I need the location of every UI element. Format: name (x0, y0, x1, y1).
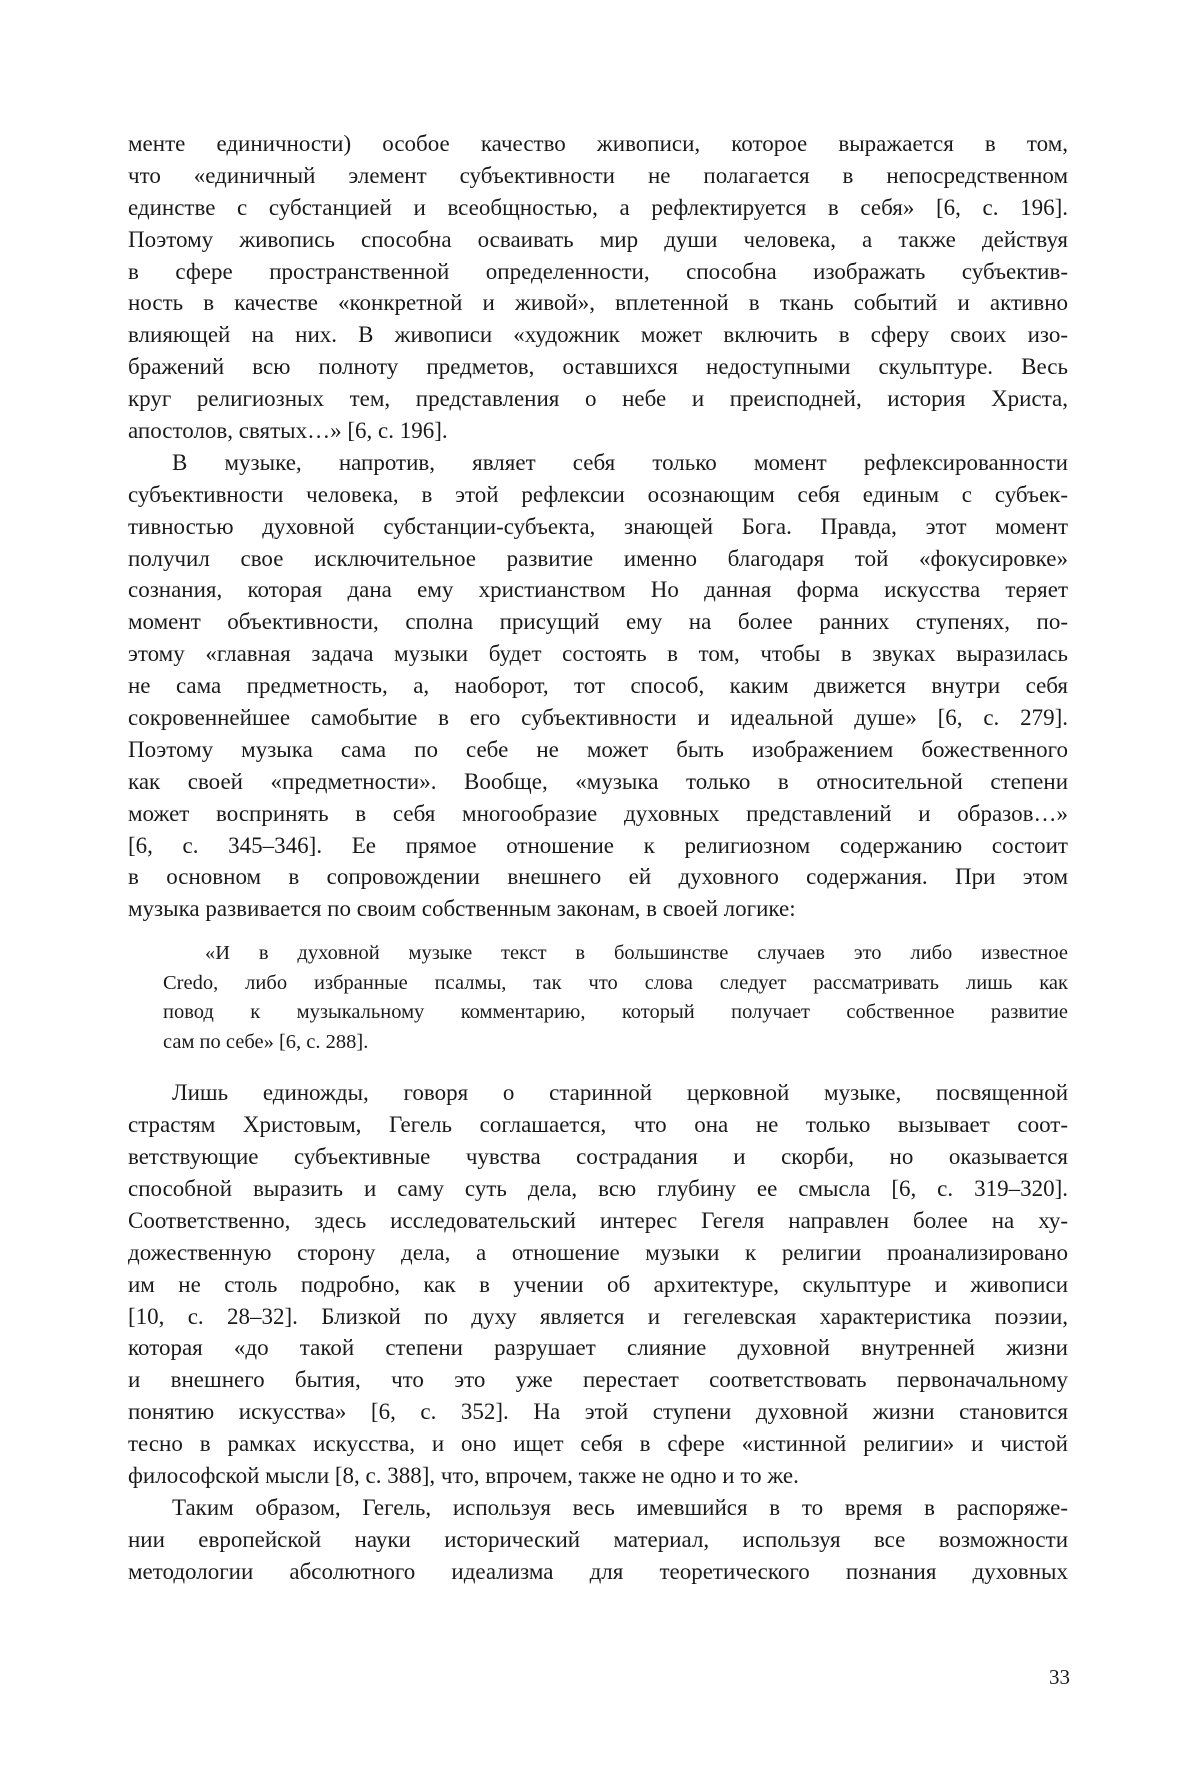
text-line: дожественную сторону дела, а отношение музыки к религии проанализировано (128, 1239, 1068, 1265)
text-line: Соответственно, здесь исследовательский интерес Гегеля направлен более на ху- (128, 1207, 1068, 1233)
text-line: [10, с. 28–32]. Близкой по духу является и гегелевская характеристика поэзии, (128, 1303, 1068, 1329)
quote-line: повод к музыкальному комментарию, который получает собственное развитие (163, 1001, 1068, 1024)
text-line: субъективности человека, в этой рефлексии осознающим себя единым с субъек- (128, 481, 1068, 507)
text-line: круг религиозных тем, представления о небе и преисподней, история Христа, (128, 386, 1068, 412)
page-number: 33 (1049, 1665, 1070, 1689)
paragraph (128, 447, 1068, 925)
text-line: способной выразить и саму суть дела, всю глубину ее смысла [6, с. 319–320]. (128, 1175, 1068, 1201)
text-line: понятию искусства» [6, с. 352]. На этой ступени духовной жизни становится (128, 1399, 1068, 1425)
text-line: влияющей на них. В живописи «художник может включить в сферу своих изо- (128, 322, 1068, 348)
paragraph (128, 1492, 1068, 1588)
text-line: этому «главная задача музыки будет состоять в том, чтобы в звуках выразилась (128, 641, 1068, 667)
text-line: которая «до такой степени разрушает слияние духовной внутренней жизни (128, 1335, 1068, 1361)
text-line: им не столь подробно, как в учении об архитектуре, скульптуре и живописи (128, 1271, 1068, 1297)
text-line: методологии абсолютного идеализма для теоретического познания духовных (128, 1558, 1068, 1584)
text-line: не сама предметность, а, наоборот, тот способ, каким движется внутри себя (128, 673, 1068, 699)
page-body (128, 128, 1068, 1588)
paragraph (128, 128, 1068, 447)
text-line: и внешнего бытия, что это уже перестает соответствовать первоначальному (128, 1367, 1068, 1393)
text-line: музыка развивается по своим собственным законам, в своей логике: (128, 896, 796, 922)
quote-line: «И в духовной музыке текст в большинстве случаев это либо известное (205, 942, 1068, 965)
text-line: момент объективности, сполна присущий ему на более ранних ступенях, по- (128, 609, 1068, 635)
text-line: философской мысли [8, с. 388], что, впрочем, также не одно и то же. (128, 1462, 799, 1488)
text-line: нии европейской науки исторический материал, используя все возможности (128, 1526, 1068, 1552)
text-line: Лишь единожды, говоря о старинной церковной музыке, посвященной (172, 1080, 1068, 1106)
text-line: сознания, которая дана ему христианством Но данная форма искусства теряет (128, 577, 1068, 603)
text-line: как своей «предметности». Вообще, «музыка только в относительной степени (128, 768, 1068, 794)
text-line: тесно в рамках искусства, и оно ищет себя в сфере «истинной религии» и чистой (128, 1431, 1068, 1457)
text-line: [6, с. 345–346]. Ее прямое отношение к религиозном содержанию состоит (128, 832, 1068, 858)
text-line: что «единичный элемент субъективности не полагается в непосредственном (128, 162, 1068, 188)
text-line: страстям Христовым, Гегель соглашается, что она не только вызывает соот- (128, 1112, 1068, 1138)
text-line: в сфере пространственной определенности, способна изображать субъектив- (128, 258, 1068, 284)
text-line: единстве с субстанцией и всеобщностью, а рефлектируется в себя» [6, с. 196]. (128, 194, 1068, 220)
text-line: апостолов, святых…» [6, с. 196]. (128, 418, 448, 444)
text-line: тивностью духовной субстанции-субъекта, знающей Бога. Правда, этот момент (128, 513, 1068, 539)
text-line: может воспринять в себя многообразие духовных представлений и образов…» (128, 800, 1068, 826)
text-line: Таким образом, Гегель, используя весь имевшийся в то время в распоряже- (172, 1494, 1068, 1520)
text-line: В музыке, напротив, являет себя только момент рефлексированности (172, 449, 1068, 475)
text-line: получил свое исключительное развитие именно благодаря той «фокусировке» (128, 545, 1068, 571)
text-line: ность в качестве «конкретной и живой», вплетенной в ткань событий и активно (128, 290, 1068, 316)
text-line: менте единичности) особое качество живописи, которое выражается в том, (128, 131, 1068, 156)
quote-line: Credo, либо избранные псалмы, так что слова следует рассматривать лишь как (163, 971, 1068, 994)
text-line: Поэтому живопись способна осваивать мир души человека, а также действуя (128, 226, 1068, 252)
text-line: Поэтому музыка сама по себе не может быть изображением божественного (128, 736, 1068, 762)
block-quote (128, 939, 1068, 1057)
text-line: в основном в сопровождении внешнего ей духовного содержания. При этом (128, 864, 1068, 890)
quote-line: сам по себе» [6, с. 288]. (163, 1030, 369, 1053)
text-line: бражений всю полноту предметов, оставшихся недоступными скульптуре. Весь (128, 354, 1068, 380)
text-line: ветствующие субъективные чувства сострадания и скорби, но оказывается (128, 1144, 1068, 1170)
paragraph (128, 1077, 1068, 1492)
text-line: сокровеннейшее самобытие в его субъективности и идеальной душе» [6, с. 279]. (128, 705, 1068, 731)
